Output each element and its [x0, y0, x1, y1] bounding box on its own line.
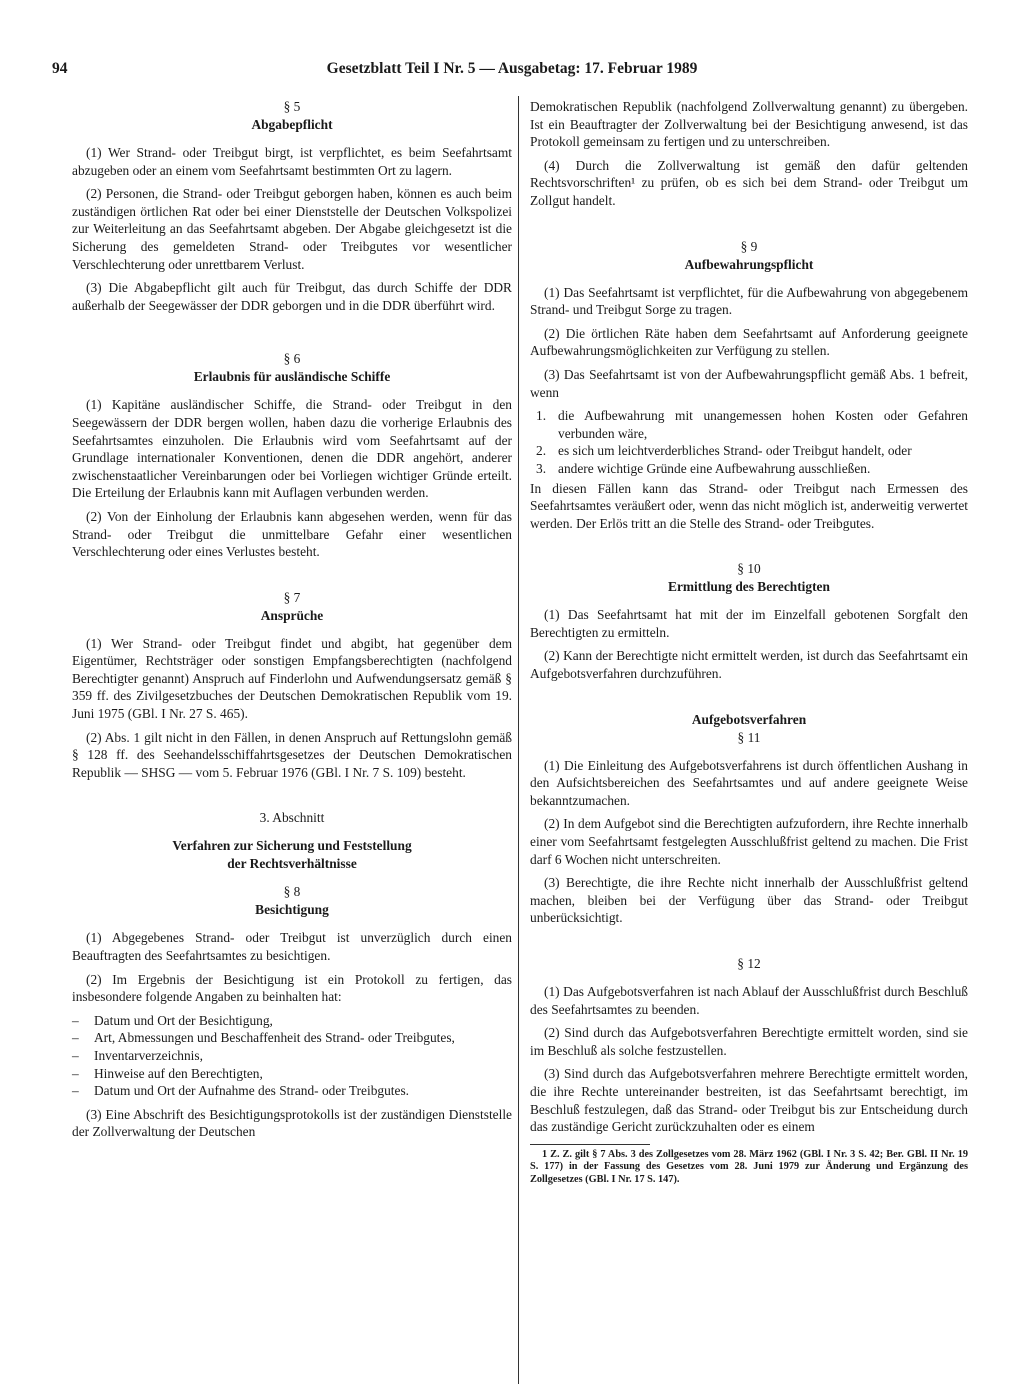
list-number: 3.	[536, 460, 547, 476]
spacer	[530, 274, 968, 284]
paragraph: (2) Sind durch das Aufgebotsverfahren Berechtigte ermittelt worden, sind sie im Beschluß als solche festzustellen.	[530, 1025, 968, 1058]
section-number-8: § 8	[283, 884, 301, 900]
page-number: 94	[52, 60, 68, 77]
list-item: – Art, Abmessungen und Beschaffenheit des Strand- oder Treibgutes,	[72, 1029, 512, 1047]
paragraph: (4) Durch die Zollverwaltung ist gemäß den dafür geltenden Rechtsvorschriften¹ zu prüfen, ob es sich bei dem Strand- oder Treibgut um Zollgut handelt.	[530, 157, 968, 208]
chapter-number: 3. Abschnitt	[259, 810, 325, 826]
left-column	[72, 98, 512, 1147]
paragraph: (2) Kann der Berechtigte nicht ermittelt werden, ist durch das Seefahrtsamt ein Aufgebotsverfahren durchzuführen.	[530, 648, 968, 682]
paragraph: (1) Das Seefahrtsamt hat mit der im Einzelfall gebotenen Sorgfalt den Berechtigten zu ermitteln.	[530, 607, 968, 640]
spacer	[72, 567, 512, 589]
section-title-7: Ansprüche	[260, 607, 324, 623]
spacer	[72, 625, 512, 635]
paragraph-continued: Demokratischen Republik (nachfolgend Zollverwaltung genannt) zu übergeben. Ist ein Beauftragter der Zollverwaltung bei der Besichtigung anwesend, ist das Protokoll gemeinsam zu fertigen und zu unterschreiben.	[530, 99, 968, 150]
list-item: – Hinweise auf den Berechtigten,	[72, 1065, 512, 1083]
paragraph: In diesen Fällen kann das Strand- oder Treibgut nach Ermessen des Seefahrtsamtes veräußert oder, wenn das nicht möglich ist, anderweitig verwertet werden. Der Erlös tritt an die Stelle des Strand- oder Treibgutes.	[530, 480, 968, 531]
list-text: es sich um leichtverderbliches Strand- oder Treibgut handelt, oder	[558, 443, 912, 459]
list-item: – Inventarverzeichnis,	[72, 1047, 512, 1065]
spacer	[530, 596, 968, 606]
dash-list	[72, 1012, 512, 1100]
section-number-10: § 10	[737, 561, 761, 577]
page-header	[40, 58, 984, 82]
spacer	[72, 134, 512, 144]
list-item	[530, 407, 968, 442]
subheading-aufgebotsverfahren: Aufgebotsverfahren	[691, 711, 807, 727]
column-divider	[518, 96, 519, 1384]
spacer	[72, 386, 512, 396]
paragraph: (3) Sind durch das Aufgebotsverfahren mehrere Berechtigte ermittelt worden, die ihre Rechte untereinander bestreiten, ist das Seefahrtsamt berechtigt, im Beschluß festzulegen, daß das Strand- oder Treibgut bis zur Entscheidung durch das zuständige Gericht zurückzuhalten oder es einem	[530, 1066, 968, 1135]
chapter-title-line2: der Rechtsverhältnisse	[227, 856, 357, 872]
paragraph: (2) Abs. 1 gilt nicht in den Fällen, in denen Anspruch auf Rettungslohn gemäß § 128 ff. des Seehandelsschiffahrtsgesetzes der Deutschen Demokratischen Republik — SHSG — vom 5. Februar 1976 (GBl. I Nr. 7 S. 109) besteht.	[72, 729, 512, 780]
list-text: die Aufbewahrung mit unangemessen hohen Kosten oder Gefahren verbunden wäre,	[558, 408, 968, 441]
page-title: Gesetzblatt Teil I Nr. 5 — Ausgabetag: 17. Februar 1989	[326, 60, 698, 77]
footnote-rule	[530, 1144, 650, 1145]
spacer	[530, 216, 968, 238]
list-number: 2.	[536, 443, 547, 459]
paragraph: (1) Abgegebenes Strand- oder Treibgut ist unverzüglich durch einen Beauftragten des Seefahrtsamtes zu besichtigen.	[72, 930, 512, 964]
paragraph: (1) Wer Strand- oder Treibgut findet und abgibt, hat gegenüber dem Eigentümer, Rechtsträger oder sonstigen Empfangsberechtigten (nachfolgend Berechtigter genannt) Anspruch auf Finderlohn und Aufwendungsersatz gemäß § 359 ff. des Zivilgesetzbuches der Deutschen Demokratischen Republik vom 19. Juni 1975 (GBl. I Nr. 27 S. 465).	[72, 635, 512, 722]
paragraph: (3) Eine Abschrift des Besichtigungsprotokolls ist der zuständigen Dienststelle der Zollverwaltung der Deutschen	[72, 1106, 512, 1140]
paragraph: (2) Von der Einholung der Erlaubnis kann abgesehen werden, wenn für das Strand- oder Treibgut die unmittelbare Gefahr einer wesentlichen Verschlechterung oder eines Verlustes besteht.	[72, 508, 512, 560]
section-number-6: § 6	[283, 351, 301, 367]
section-number-12: § 12	[737, 956, 761, 971]
section-title-5: Abgabepflicht	[251, 117, 333, 132]
section-number-9: § 9	[740, 238, 758, 254]
paragraph: (3) Das Seefahrtsamt ist von der Aufbewahrungspflicht gemäß Abs. 1 befreit, wenn	[530, 366, 968, 400]
list-item: – Datum und Ort der Aufnahme des Strand- oder Treibgutes.	[72, 1082, 512, 1100]
section-title-9: Aufbewahrungspflicht	[684, 256, 814, 272]
footnote: 1 Z. Z. gilt § 7 Abs. 3 des Zollgesetzes vom 28. März 1962 (GBl. I Nr. 3 S. 42; Ber. GBl. II Nr. 19 S. 177) in der Fassung des Gesetzes vom 28. Juni 1979 zur Änderung und Ergänzung des Zollgesetzes (GBl. I Nr. 17 S. 147).	[530, 1148, 968, 1185]
paragraph: (2) Personen, die Strand- oder Treibgut geborgen haben, können es auch beim zuständigen örtlichen Rat oder bei einer Dienststelle der Deutschen Volkspolizei zur Weiterleitung an das Seefahrtsamt abgeben. Der Abgabe gleichgesetzt ist die Sicherung des gemeldeten Strand- oder Treibgutes vor wesentlicher Verschlechterung oder unrettbarem Verlust.	[72, 186, 512, 272]
spacer	[72, 787, 512, 809]
paragraph: (2) Im Ergebnis der Besichtigung ist ein Protokoll zu fertigen, das insbesondere folgende Angaben zu beinhalten hat:	[72, 971, 512, 1005]
spacer	[530, 973, 968, 983]
right-column	[530, 98, 968, 1186]
paragraph: (2) In dem Aufgebot sind die Berechtigten aufzufordern, ihre Rechte innerhalb einer vom Seefahrtsamt festgelegten Ausschlußfrist geltend zu machen. Die Frist darf 6 Wochen nicht unterschreiten.	[530, 816, 968, 867]
spacer	[72, 320, 512, 350]
spacer	[72, 919, 512, 929]
list-item	[530, 442, 968, 460]
spacer	[72, 873, 512, 883]
spacer	[530, 933, 968, 955]
list-item	[530, 460, 968, 478]
paragraph: (1) Wer Strand- oder Treibgut birgt, ist verpflichtet, es beim Seefahrtsamt abzugeben oder an einem vom Seefahrtsamt bestimmten Ort zu lagern.	[72, 145, 512, 178]
section-title-8: Besichtigung	[255, 902, 329, 918]
spacer	[530, 689, 968, 711]
list-number: 1.	[536, 408, 547, 424]
paragraph: (3) Die Abgabepflicht gilt auch für Treibgut, das durch Schiffe der DDR außerhalb der Seegewässer der DDR geborgen und in die DDR überführt wird.	[72, 280, 512, 313]
chapter-title-line1: Verfahren zur Sicherung und Feststellung	[172, 838, 412, 854]
paragraph: (1) Das Seefahrtsamt ist verpflichtet, für die Aufbewahrung von abgegebenem Strand- und Treibgut Sorge zu tragen.	[530, 284, 968, 318]
paragraph: (1) Das Aufgebotsverfahren ist nach Ablauf der Ausschlußfrist durch Beschluß des Seefahrtsamtes zu beenden.	[530, 984, 968, 1017]
section-title-10: Ermittlung des Berechtigten	[668, 579, 830, 595]
section-title-6: Erlaubnis für ausländische Schiffe	[193, 369, 391, 385]
paragraph: (3) Berechtigte, die ihre Rechte nicht innerhalb der Ausschlußfrist geltend machen, bleiben bei der Verfügung über das Strand- oder Treibgut unberücksichtigt.	[530, 875, 968, 926]
spacer	[72, 827, 512, 837]
section-number-5: § 5	[283, 99, 301, 114]
paragraph: (1) Kapitäne ausländischer Schiffe, die Strand- oder Treibgut in den Seegewässern der DDR bergen wollen, haben dazu die vorherige Erlaubnis des Seefahrtsamtes einzuholen. Die Erlaubnis wird vom Seefahrtsamt auf der Grundlage internationaler Konventionen, denen die DDR angehört, anderer zwischenstaatlicher Vereinbarungen oder bei Vorliegen wichtiger Gründe erteilt. Die Erteilung der Erlaubnis kann mit Auflagen verbunden werden.	[72, 397, 512, 501]
paragraph: (1) Die Einleitung des Aufgebotsverfahrens ist durch öffentlichen Aushang in den Aufsichtsbereichen des Seefahrtsamtes und auf andere geeignete Weise bekanntzumachen.	[530, 757, 968, 808]
spacer	[530, 538, 968, 560]
paragraph: (2) Die örtlichen Räte haben dem Seefahrtsamt auf Anforderung geeignete Aufbewahrungsmöglichkeiten zur Verfügung zu stellen.	[530, 325, 968, 359]
numbered-list	[530, 407, 968, 477]
section-number-7: § 7	[283, 589, 301, 605]
spacer	[530, 747, 968, 757]
list-text: andere wichtige Gründe eine Aufbewahrung ausschließen.	[558, 460, 871, 476]
list-item: – Datum und Ort der Besichtigung,	[72, 1012, 512, 1030]
section-number-11: § 11	[737, 729, 761, 745]
